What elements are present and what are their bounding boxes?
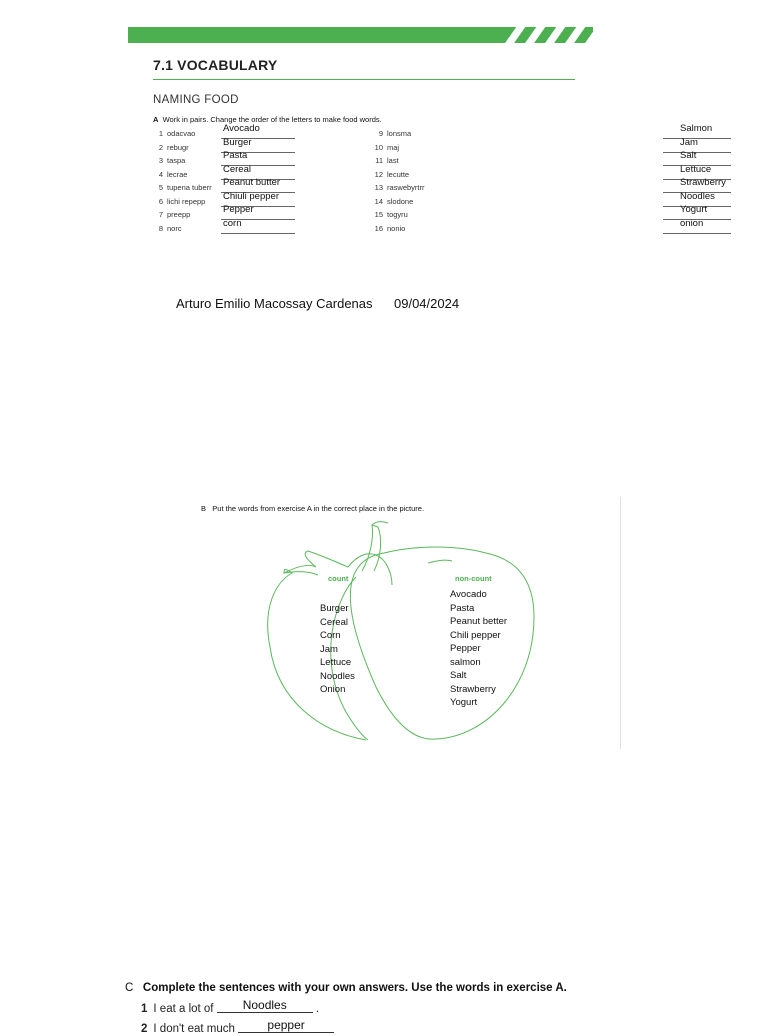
answer-word: Pasta	[223, 150, 248, 161]
count-word: Burger	[320, 603, 349, 614]
scrambled-word: maj	[387, 142, 400, 152]
item-number: 5	[158, 183, 163, 192]
instruction-letter: A	[153, 115, 159, 124]
count-word: Onion	[320, 684, 346, 695]
noncount-word: Strawberry	[450, 683, 496, 695]
vocab-row	[153, 217, 353, 237]
item-number: 16	[374, 223, 383, 233]
answer-word: Strawberry	[680, 177, 726, 188]
instruction-c	[125, 982, 567, 994]
answer-word: corn	[223, 217, 242, 229]
band-stripe	[561, 27, 588, 43]
answer-word: Yogurt	[680, 204, 708, 215]
instruction-a	[153, 115, 382, 124]
scrambled-word: lecrae	[167, 169, 188, 179]
scrambled-word: last	[387, 156, 399, 165]
scrambled-word: preepp	[167, 210, 191, 219]
noncount-word: Peanut better	[450, 616, 508, 627]
sentence-number: 1	[141, 1003, 148, 1015]
sentence-number: 2	[141, 1023, 148, 1035]
right-strawberry-outline	[350, 547, 534, 739]
sentence	[141, 1018, 334, 1036]
count-word: Lettuce	[320, 657, 352, 668]
noncount-word: Pepper	[450, 643, 481, 654]
answer-word: Salt	[680, 150, 697, 161]
leaf-right	[428, 560, 452, 563]
scrambled-word: tupena tuberr	[167, 183, 212, 192]
noncount-word: salmon	[450, 656, 481, 668]
item-number: 11	[375, 156, 383, 165]
item-number: 7	[158, 210, 163, 219]
answer-word: Burger	[223, 136, 252, 148]
answer-word: Jam	[680, 136, 698, 148]
item-number: 14	[374, 196, 383, 206]
instruction-text: Put the words from exercise A in the correct place in the picture.	[212, 504, 425, 513]
picture-border	[620, 497, 621, 749]
title-divider	[153, 79, 575, 80]
count-word: Cereal	[320, 616, 348, 628]
sentence-start: I don't eat much	[153, 1023, 235, 1035]
answer-line	[663, 233, 731, 234]
instruction-letter: C	[125, 982, 134, 994]
scrambled-word: odacvao	[167, 129, 196, 138]
item-number: 10	[374, 142, 383, 152]
band-stripe	[541, 27, 568, 43]
noncount-word: Chili pepper	[450, 629, 501, 641]
noncount-word: Yogurt	[450, 697, 478, 708]
item-number: 2	[158, 142, 163, 152]
scrambled-word: raswebyrtrr	[387, 183, 425, 192]
scrambled-word: taspa	[167, 156, 186, 165]
strawberry-venn-diagram	[196, 497, 621, 749]
noncount-word: Salt	[450, 670, 467, 681]
item-number: 6	[158, 196, 163, 206]
vocab-row	[153, 150, 353, 169]
scrambled-word: norc	[167, 223, 182, 233]
answer-line	[221, 233, 295, 234]
section-subtitle: NAMING FOOD	[153, 94, 239, 106]
scrambled-word: rebugr	[167, 142, 189, 152]
item-number: 1	[158, 129, 163, 138]
vocab-row	[153, 123, 353, 142]
answer-word: Peanut butter	[223, 177, 281, 188]
sentence-start: I eat a lot of	[153, 1003, 214, 1015]
instruction-letter: B	[201, 504, 207, 513]
answer-word: Noodles	[680, 190, 715, 202]
scrambled-word: lichi repepp	[167, 196, 206, 206]
vocab-row	[373, 217, 704, 237]
vocab-row	[373, 163, 712, 183]
item-number: 4	[158, 169, 163, 179]
noncount-title: non-count	[455, 574, 492, 583]
scrambled-word: lecutte	[387, 169, 410, 179]
answer-word: Salmon	[680, 123, 713, 134]
noncount-word: Pasta	[450, 602, 475, 614]
vocab-row	[373, 150, 697, 169]
item-number: 12	[374, 169, 383, 179]
count-word: Corn	[320, 630, 341, 641]
answer-word: Pepper	[223, 204, 254, 215]
scrambled-word: lonsma	[387, 129, 412, 138]
vocab-row	[153, 136, 353, 156]
count-word: Jam	[320, 643, 338, 655]
item-number: 8	[158, 223, 163, 233]
scrambled-word: slodone	[387, 196, 414, 206]
band-stripe	[521, 27, 548, 43]
sentence-answer: Noodles	[217, 998, 313, 1013]
answer-word: Cereal	[223, 163, 251, 175]
answer-word: Chiuli pepper	[223, 190, 279, 202]
strawberry-stem	[362, 525, 381, 571]
student-name: Arturo Emilio Macossay Cardenas	[176, 296, 373, 311]
sentence-answer: pepper	[238, 1018, 334, 1033]
answer-line	[663, 152, 731, 153]
band-stripe	[501, 27, 528, 43]
strawberry-stem-top	[372, 522, 388, 525]
answer-word: Avocado	[223, 123, 260, 134]
answer-word: Lettuce	[680, 163, 712, 175]
scrambled-word: togyru	[387, 210, 408, 219]
date: 09/04/2024	[394, 296, 460, 311]
item-number: 9	[378, 129, 383, 138]
item-number: 15	[374, 210, 383, 219]
sentence-end: .	[315, 1003, 320, 1015]
instruction-text: Work in pairs. Change the order of the letters to make food words.	[162, 115, 382, 124]
count-title: count	[328, 574, 349, 583]
item-number: 13	[374, 183, 383, 192]
item-number: 3	[158, 156, 163, 165]
answer-word: onion	[680, 217, 704, 229]
sentence	[141, 998, 320, 1016]
noncount-word: Avocado	[450, 589, 487, 600]
exercise-b-picture	[196, 497, 621, 749]
instruction-text: Complete the sentences with your own answers. Use the words in exercise A.	[142, 982, 567, 994]
scrambled-word: nonio	[387, 223, 406, 233]
section-title: 7.1 VOCABULARY	[153, 57, 278, 73]
vocabulary-exercise-a	[128, 27, 726, 239]
vocab-row	[153, 204, 353, 223]
header-band	[128, 27, 593, 43]
count-word: Noodles	[320, 670, 355, 682]
